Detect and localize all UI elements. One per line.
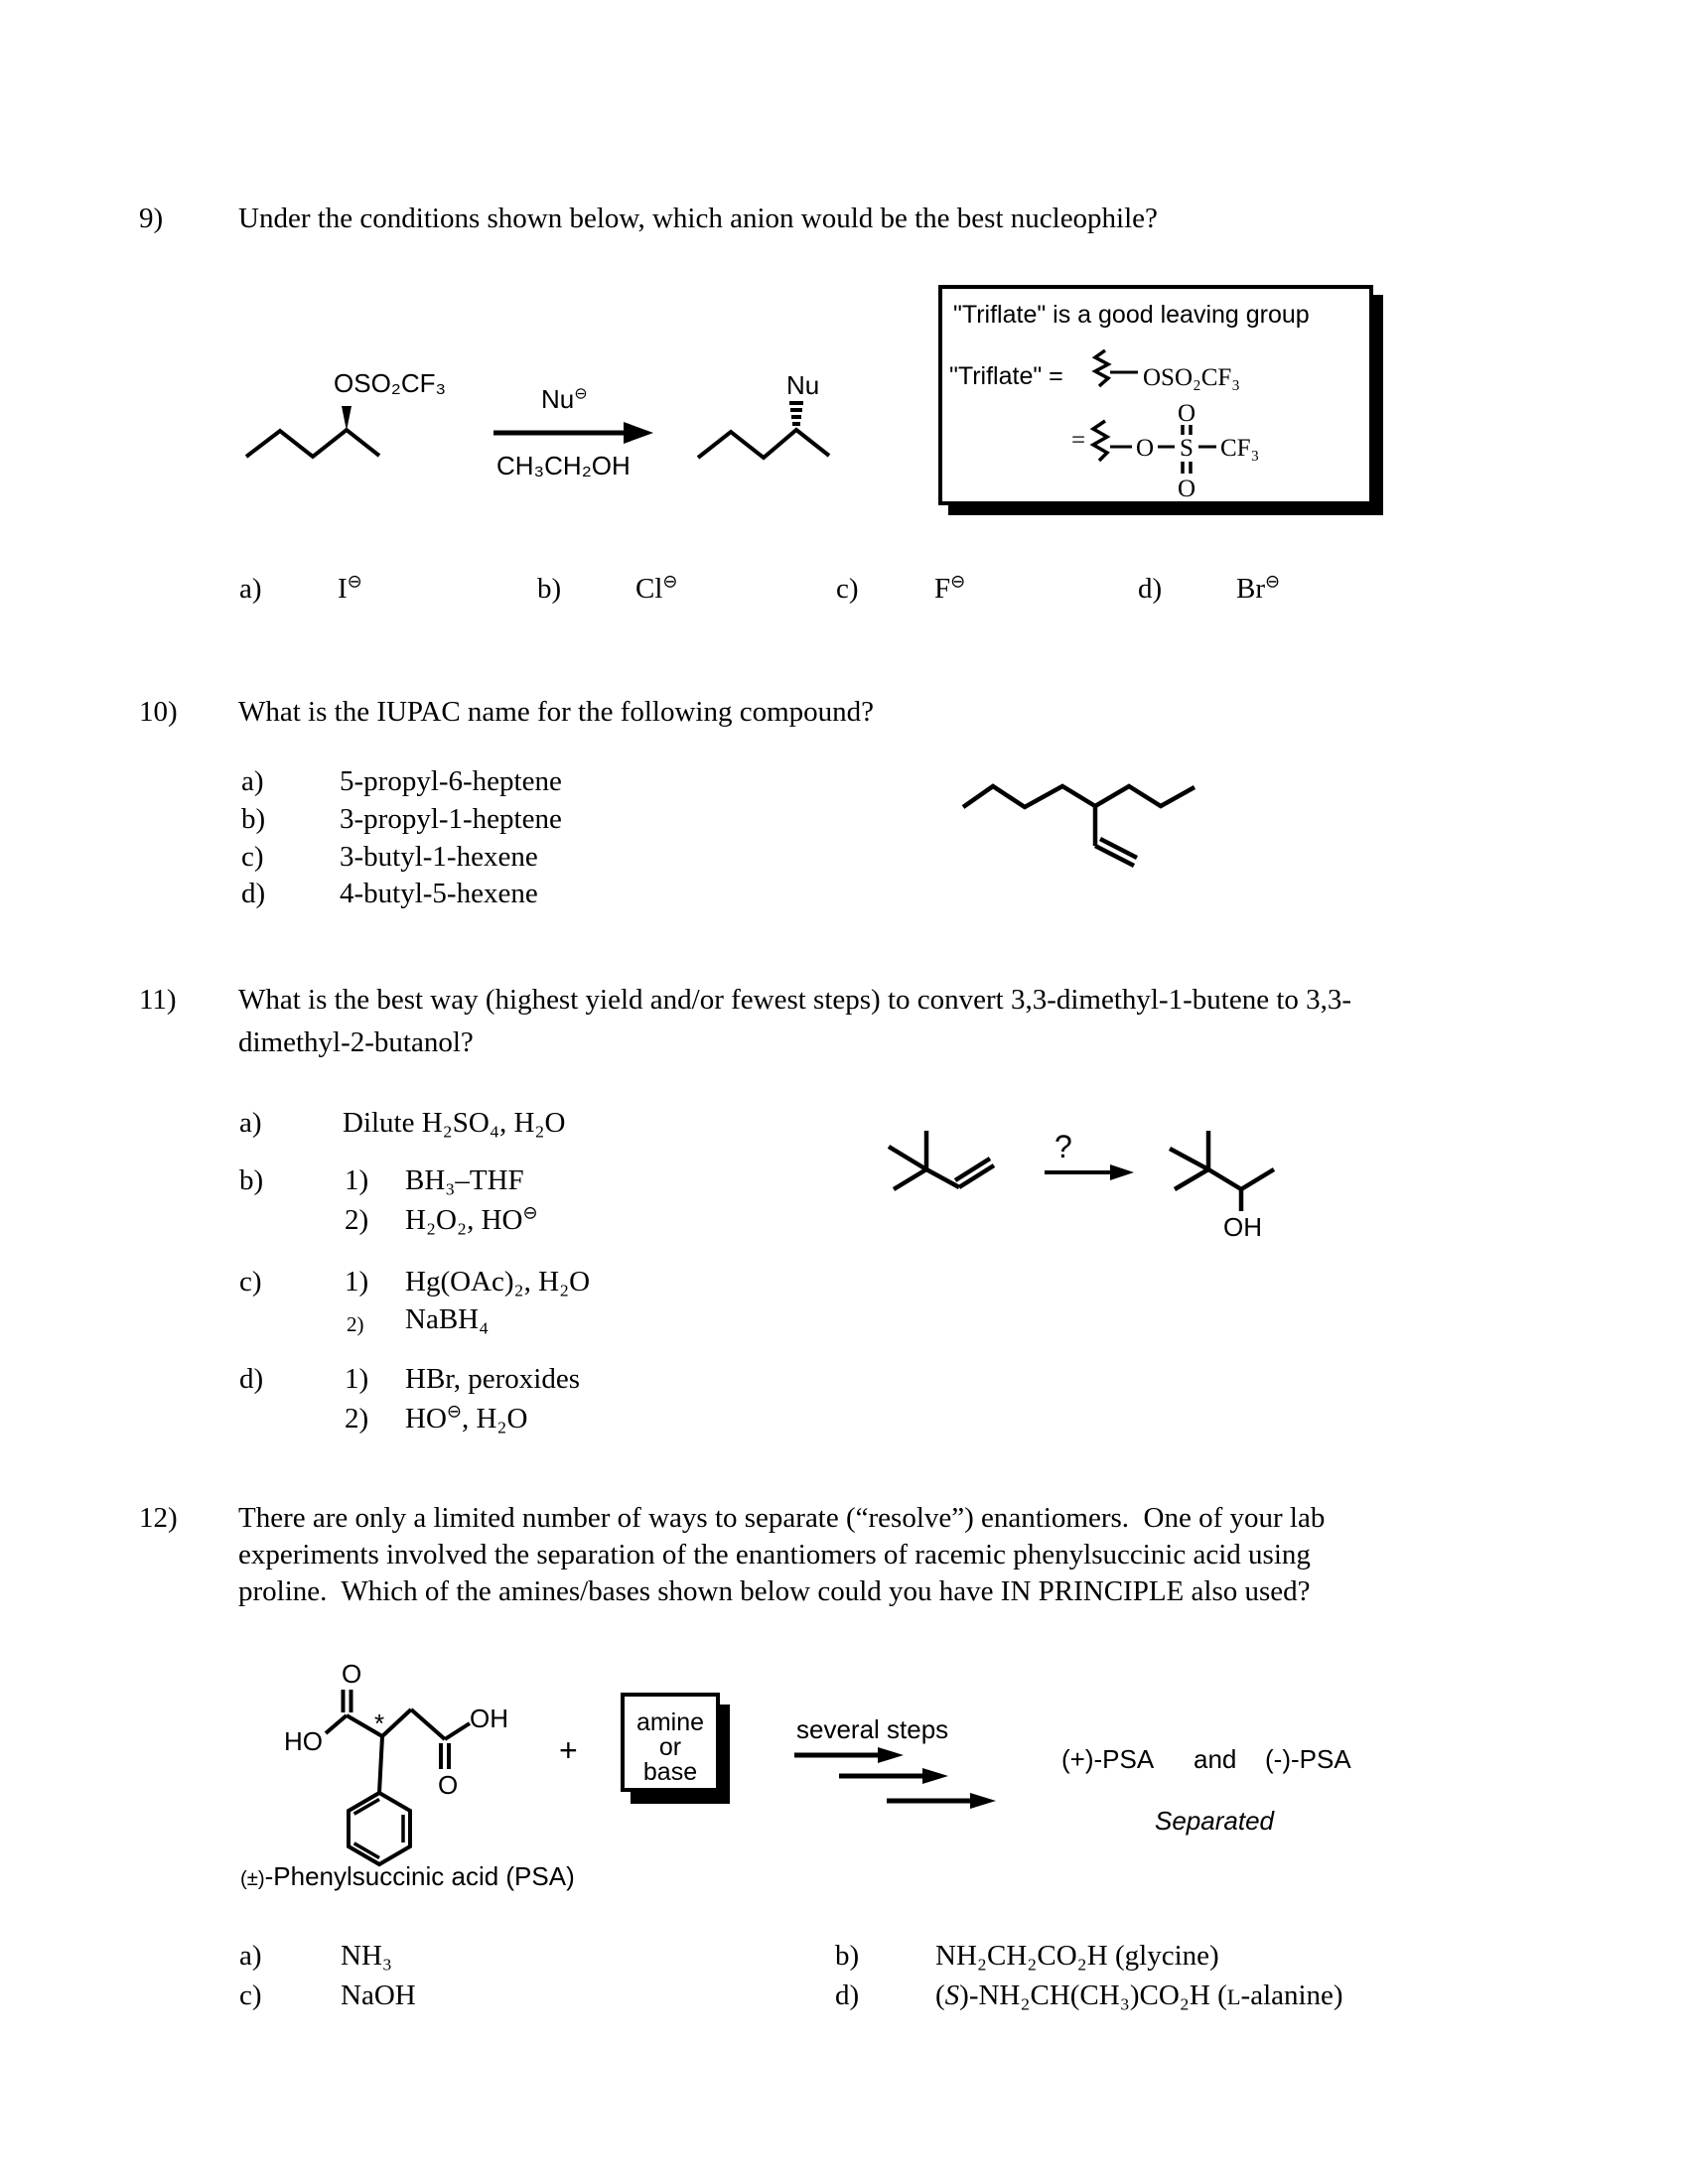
q10-option-a-value: 5-propyl-6-heptene — [340, 765, 562, 797]
q12-option-c-label: c) — [239, 1979, 262, 2011]
q12-text-line1: There are only a limited number of ways to separate (“resolve”) enantiomers. One of your lab — [238, 1502, 1326, 1534]
psa-structure — [268, 1648, 536, 1871]
q9-option-a-value: I⊖ — [338, 571, 362, 605]
q9-option-b-value: Cl⊖ — [635, 571, 678, 605]
q9-nucleophile-label: Nu⊖ — [541, 384, 588, 414]
q12-number: 12) — [139, 1502, 178, 1534]
q12-option-d-label: d) — [835, 1979, 860, 2011]
q11-option-d-step1-text: HBr, peroxides — [405, 1363, 581, 1395]
amine-base-line3: base — [642, 1758, 698, 1786]
q9-number: 9) — [139, 203, 164, 234]
triflate-note-box — [938, 285, 1373, 505]
oxygen-bottom-label: O — [1177, 476, 1196, 502]
q11-option-c-label: c) — [239, 1266, 262, 1297]
q11-option-a-text: Dilute H₂SO₄, H₂O — [343, 1107, 566, 1139]
q9-hash-bond — [789, 403, 803, 424]
q11-option-c-step1-text: Hg(OAc)₂, H₂O — [405, 1266, 591, 1297]
q12-option-a-label: a) — [239, 1940, 262, 1972]
q10-double-bond — [1095, 839, 1137, 866]
amine-base-line2: or — [658, 1733, 682, 1761]
q9-option-c-label: c) — [836, 573, 859, 605]
q11-number: 11) — [139, 984, 177, 1016]
squiggle-bond-icon — [1093, 421, 1107, 461]
q9-option-d-label: d) — [1138, 573, 1163, 605]
psa-ho-label: HO — [284, 1726, 323, 1756]
q11-option-a-label: a) — [239, 1107, 262, 1139]
q10-number: 10) — [139, 696, 178, 728]
q9-product-group-label: Nu — [786, 370, 820, 400]
q10-text: What is the IUPAC name for the following compound? — [238, 696, 875, 728]
q9-reactant-skeleton — [246, 430, 379, 457]
several-steps-label: several steps — [796, 1714, 949, 1744]
amine-base-line1: amine — [635, 1708, 705, 1736]
q12-option-c-value: NaOH — [341, 1979, 416, 2011]
plus-sign: + — [559, 1732, 578, 1768]
phenyl-inner-bonds — [354, 1800, 403, 1858]
product-minus-psa: (-)-PSA — [1265, 1744, 1351, 1774]
q11-option-c-step2-num: 2) — [347, 1312, 364, 1336]
q11-text-line1: What is the best way (highest yield and/or fewest steps) to convert 3,3-dimethyl-1-butene to 3,3- — [238, 984, 1352, 1016]
triflate-formula-expanded — [1028, 400, 1370, 509]
squiggle-bond-icon — [1095, 350, 1108, 386]
q10-option-c-value: 3-butyl-1-hexene — [340, 841, 538, 873]
triflate-note-line2-label: "Triflate" = — [949, 362, 1063, 390]
product-plus-psa: (+)-PSA — [1061, 1744, 1155, 1774]
psa-oh-label: OH — [470, 1704, 508, 1733]
q11-option-c-step2-text: NaBH₄ — [405, 1303, 490, 1335]
q11-option-b-label: b) — [239, 1164, 264, 1196]
several-steps-arrows — [784, 1743, 1008, 1813]
q12-text-line2: experiments involved the separation of the enantiomers of racemic phenylsuccinic acid using — [238, 1539, 1311, 1570]
oxygen-label: O — [1135, 435, 1155, 462]
q11-oh-label: OH — [1223, 1212, 1262, 1242]
q9-arrow-head — [624, 422, 653, 444]
q11-option-d-step2-text: HO⊖, H₂O — [405, 1401, 528, 1434]
q9-reactant-group-label: OSO₂CF₃ — [334, 368, 447, 398]
triflate-note-line1: "Triflate" is a good leaving group — [953, 301, 1310, 329]
q11-option-d-label: d) — [239, 1363, 264, 1395]
q10-option-c-label: c) — [241, 841, 264, 873]
q12-option-b-value: NH₂CH₂CO₂H (glycine) — [935, 1940, 1219, 1972]
q10-option-a-label: a) — [241, 765, 264, 797]
q11-option-c-step1-num: 1) — [345, 1266, 369, 1297]
arrow-shafts — [794, 1755, 972, 1801]
q12-option-b-label: b) — [835, 1940, 860, 1972]
q9-option-c-value: F⊖ — [934, 571, 966, 605]
q10-compound-structure — [943, 769, 1211, 884]
q10-option-d-label: d) — [241, 878, 266, 909]
q11-question-mark: ? — [1055, 1129, 1072, 1164]
q9-option-a-label: a) — [239, 573, 262, 605]
q12-option-d-value: (S)-NH₂CH(CH₃)CO₂H (L-alanine) — [935, 1979, 1343, 2011]
q10-main-chain — [963, 786, 1195, 807]
q10-option-b-value: 3-propyl-1-heptene — [340, 803, 562, 835]
q11-option-d-step1-num: 1) — [345, 1363, 369, 1395]
psa-o-top-label: O — [342, 1659, 362, 1689]
q11-option-b-step2-num: 2) — [345, 1204, 369, 1236]
q11-option-b-step1-num: 1) — [345, 1164, 369, 1196]
q9-text: Under the conditions shown below, which anion would be the best nucleophile? — [238, 203, 1158, 234]
q10-option-b-label: b) — [241, 803, 266, 835]
psa-o-bottom-label: O — [438, 1770, 459, 1800]
q10-option-d-value: 4-butyl-5-hexene — [340, 878, 538, 909]
q11-reactant-skeleton — [889, 1131, 994, 1189]
psa-caption: (±)-Phenylsuccinic acid (PSA) — [240, 1861, 575, 1891]
amine-base-box — [621, 1693, 720, 1792]
oxygen-top-label: O — [1177, 400, 1196, 427]
q12-text-line3: proline. Which of the amines/bases shown below could you have IN PRINCIPLE also used? — [238, 1575, 1311, 1607]
triflate-condensed-formula-text: OSO₂CF₃ — [1143, 364, 1241, 391]
q9-product-skeleton — [698, 430, 829, 458]
equals-sign: = — [1071, 427, 1086, 454]
q11-option-d-step2-num: 2) — [345, 1403, 369, 1434]
q11-arrow-head — [1110, 1164, 1134, 1180]
q9-wedge-bond — [342, 406, 352, 431]
q11-option-b-step2-text: H₂O₂, HO⊖ — [405, 1202, 538, 1236]
q11-product-skeleton — [1170, 1131, 1274, 1211]
q11-option-b-step1-text: BH₃–THF — [405, 1164, 524, 1196]
q9-option-b-label: b) — [537, 573, 562, 605]
q11-text-line2: dimethyl-2-butanol? — [238, 1026, 474, 1058]
and-label: and — [1194, 1744, 1237, 1774]
q9-option-d-value: Br⊖ — [1236, 571, 1281, 605]
psa-stereocenter-star: * — [374, 1708, 385, 1738]
phenyl-ring — [349, 1793, 410, 1864]
separated-label: Separated — [1155, 1806, 1274, 1836]
cf3-label: CF₃ — [1220, 435, 1260, 462]
q12-option-a-value: NH₃ — [341, 1940, 392, 1972]
q9-solvent-label: CH₃CH₂OH — [496, 451, 631, 480]
sulfur-label: S — [1180, 435, 1194, 462]
triflate-formula-condensed — [1091, 343, 1365, 398]
